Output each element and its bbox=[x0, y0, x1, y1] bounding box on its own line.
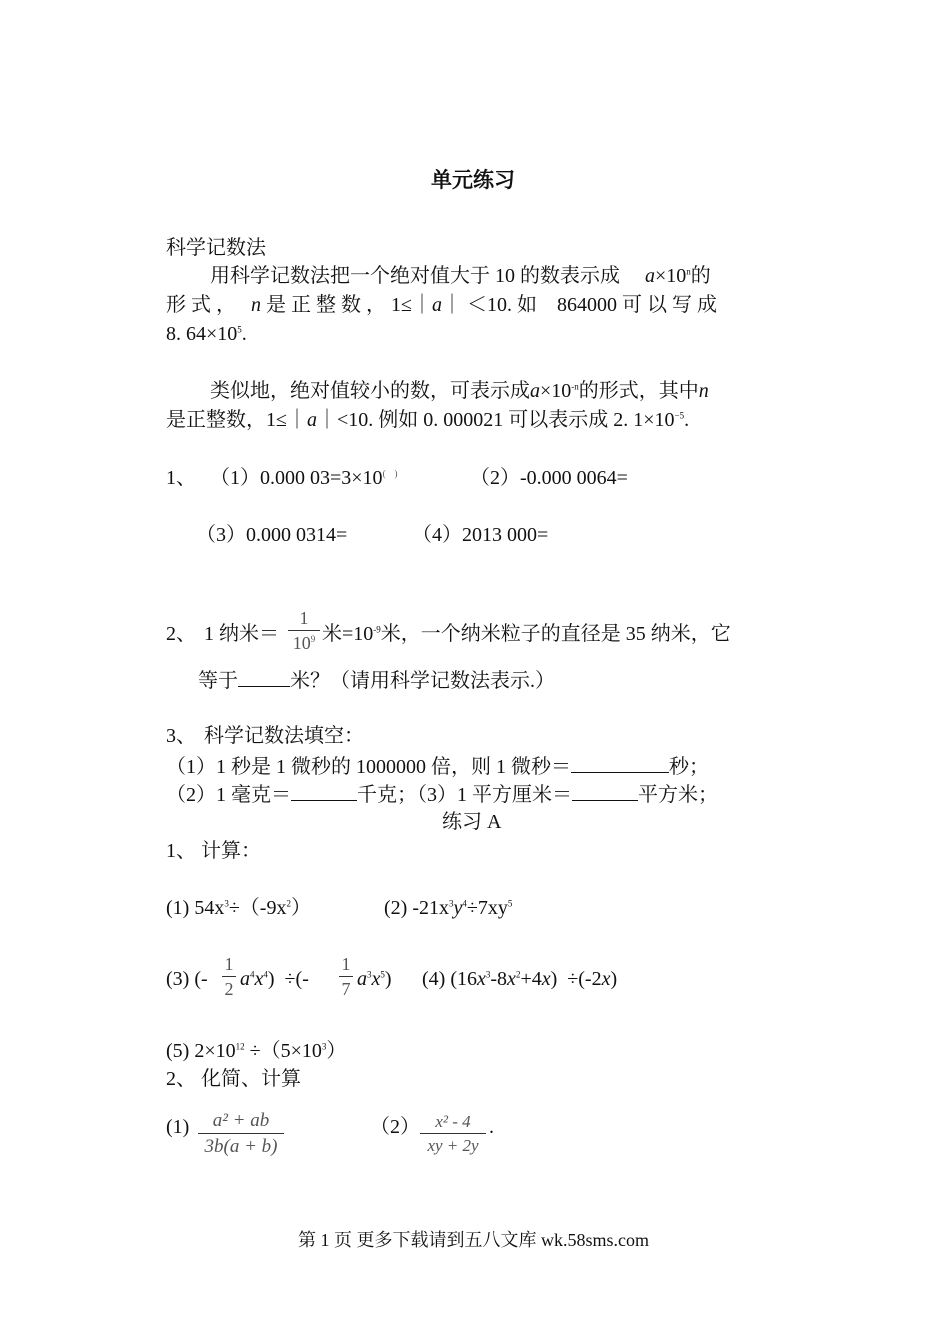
section-heading: 科学记数法 bbox=[166, 237, 266, 259]
intro-p1-line3: 8. $64\times 10^5$. bbox=[166, 323, 247, 345]
practice-s2-p1-label: (1) bbox=[166, 1116, 190, 1138]
answer-blank[interactable] bbox=[572, 782, 638, 801]
intro-p1-line2: 形 式 ， n 是 正 整 数 ， 1≤｜a｜ ＜10. 如 864000 可 以 写 成 bbox=[166, 294, 717, 316]
q3-number: 3、 bbox=[166, 725, 196, 747]
practice-s2-p2-label: （2） bbox=[370, 1116, 420, 1138]
intro-p2-line2: 是正整数，1≤｜a｜<10. 例如 0. 000021 可以表示成 2. $1\times 10^{-5}$. bbox=[166, 409, 690, 431]
q1-number: 1、 bbox=[166, 467, 196, 489]
practice-s1-p1: (1) $54x^3\div(-9x^2)$ bbox=[166, 897, 311, 919]
q2-text-a: 1 纳米＝ bbox=[204, 623, 279, 645]
practice-s2-p1-fraction: a² + ab 3b(a + b) bbox=[198, 1111, 284, 1156]
practice-s1-p4: (4) $(16x^3-8x^2+4x) \div(-2x)$ bbox=[422, 968, 618, 990]
fraction-seventh: 1 7 bbox=[339, 955, 353, 998]
q3-line1: （1）1 秒是 1 微秒的 1000000 倍，则 1 微秒＝ 秒； bbox=[166, 756, 709, 778]
practice-s1-p3-end: $a^3x^5$) bbox=[357, 968, 392, 990]
q2-text-b: 米$=10^{-9}$米，一个纳米粒子的直径是 35 纳米，它 bbox=[322, 623, 731, 645]
q1-part2: （2）-0.000 0064= bbox=[470, 467, 628, 489]
practice-s1-p3-rest: $a^4x^4$) ÷(- bbox=[240, 968, 309, 990]
q1-part1: （1）0.000 03=3×10( ) bbox=[210, 467, 398, 489]
answer-blank[interactable] bbox=[291, 782, 357, 801]
q2-line2: 等于 米？（请用科学记数法表示.） bbox=[198, 670, 555, 692]
fraction-half: 1 2 bbox=[222, 955, 236, 998]
answer-blank[interactable] bbox=[571, 754, 669, 773]
practice-title: 练习 A bbox=[442, 811, 502, 833]
intro-p2-line1: 类似地，绝对值较小的数，可表示成$a\times 10^{-n}$的形式，其中n bbox=[210, 380, 709, 402]
q2-number: 2、 bbox=[166, 623, 196, 645]
q1-part4: （4）2013 000= bbox=[412, 524, 549, 546]
q3-line2: （2）1 毫克＝ 千克；（3）1 平方厘米＝ 平方米； bbox=[166, 784, 718, 806]
practice-s1-p3: (3) (- bbox=[166, 968, 208, 990]
answer-blank[interactable] bbox=[238, 668, 290, 687]
practice-s2-heading: 2、 化简、计算 bbox=[166, 1068, 301, 1090]
page-title: 单元练习 bbox=[431, 168, 515, 192]
practice-s2-p2-end: . bbox=[489, 1116, 494, 1138]
practice-s1-heading: 1、 计算： bbox=[166, 840, 261, 862]
q1-part3: （3）0.000 0314= bbox=[196, 524, 348, 546]
q3-heading: 科学记数法填空： bbox=[204, 725, 364, 747]
practice-s2-p2-fraction: x² - 4 xy + 2y bbox=[420, 1113, 486, 1154]
practice-s1-p2: (2) $-21x^3y^4\div 7xy^5$ bbox=[384, 897, 513, 919]
practice-s1-p5: (5) $2\times 10^{12} \div(5\times 10^3)$ bbox=[166, 1040, 347, 1062]
q2-fraction: 1 $10^9$ bbox=[288, 609, 320, 652]
intro-p1-line1: 用科学记数法把一个绝对值大于 10 的数表示成 $a\times 10^n$的 bbox=[210, 265, 711, 287]
page-footer[interactable]: 第 1 页 更多下载请到五八文库 wk.58sms.com bbox=[298, 1230, 649, 1250]
